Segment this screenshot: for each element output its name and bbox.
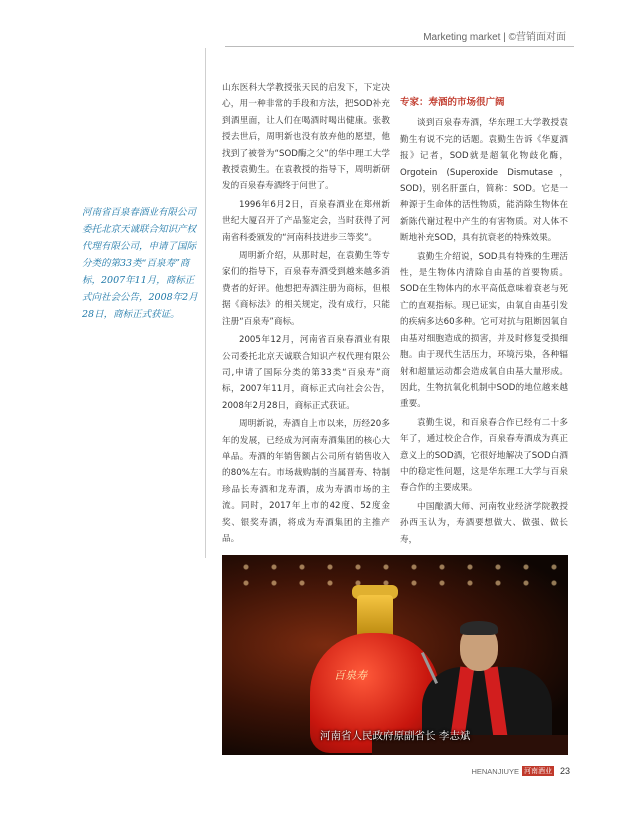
photo-caption: 河南省人民政府原副省长 李志斌 [320,730,471,742]
paragraph: 袁勤生介绍说，SOD具有特殊的生理活性，是生物体内清除自由基的首要物质。SOD在生物体内的水平高低意味着衰老与死亡的直观指标。现已证实，由氧自由基引发的疾病多达60多种。它可对抗与阻断因氧自由基对细胞造成的损害，并及时修复受损细胞。由于现代生活压力，环境污染，各种辐射和超量运动都会造成氧自由基大量形成。因此，生物抗氧化机制中SOD的地位越来越重要。 [400,251,568,410]
article-column-2 [400,95,568,550]
page-number: 23 [559,766,570,776]
footer-badge: 河南酒业 [523,768,552,775]
paragraph: 1996年6月2日，百泉春酒业在郑州新世纪大厦召开了产品鉴定会，当时获得了河南省科委颁发的“河南科技进步三等奖”。 [222,199,390,243]
header-rule [225,46,574,47]
event-photo [222,555,568,755]
paragraph: 周明新说，寿酒自上市以来，历经20多年的发展，已经成为河南寿酒集团的核心大单品。寿酒的年销售额占公司所有销售收入的80%左右。市场裁购制的当属晋寿、特制珍品长寿酒和龙寿酒，成为寿酒市场的主流。同时，2017年上市的42度、52度金奖、银奖寿酒，将成为寿酒集团的主推产品。 [222,419,390,544]
paragraph: 谈到百泉春寿酒，华东理工大学教授袁勤生有说不完的话题。袁勤生告诉《华夏酒报》记者，SOD就是超氧化物歧化酶，Orgotein (Superoxide Dismutase，SOD)，别名肝蛋白，简称：SOD。它是一种源于生命体的活性物质，能消除生物体在新陈代谢过程中产生的有害物质。对人体不断地补充SOD，具有抗衰老的特殊效果。 [400,118,568,244]
page-header [0,28,622,42]
column-divider [205,48,206,558]
paragraph: 袁勤生说，和百泉春合作已经有二十多年了，通过校企合作，百泉春寿酒成为真正意义上的SOD酒，它很好地解决了SOD白酒中的稳定性问题，这是华东理工大学与百泉春合作的主要成果。 [400,417,568,494]
page-footer [471,766,570,776]
bottle-label: 百泉寿 [334,669,367,682]
paragraph: 中国酿酒大师、河南牧业经济学院教授孙西玉认为，寿酒要想做大、做强、做长寿， [400,501,568,545]
stage-lights [232,559,558,589]
pull-quote: 河南省百泉春酒业有限公司委托北京天诚联合知识产权代理有限公司，申请了国际分类的第33类“百泉寿”商标，2007年11月，商标正式向社会公告，2008年2月28日，商标正式获证。 [82,207,198,320]
header-text: Marketing market | ©营销面对面 [423,32,566,43]
paragraph: 周明新介绍，从那时起，在袁勤生等专家们的指导下，百泉春寿酒受到越来越多消费者的好评。他想把寿酒注册为商标，但根据《商标法》的相关规定，没有成行，只能注册“百泉寿”商标。 [222,251,390,327]
section-heading: 专家：寿酒的市场很广阔 [400,97,505,108]
article-column-1 [222,80,390,549]
footer-brand: HENANJIUYE [471,766,519,776]
paragraph: 山东医科大学教授张天民的启发下，下定决心，用一种非常的手段和方法，把SOD补充到酒里面，让人们在喝酒时喝出健康。张教授去世后，周明新也没有放弃他的愿望，他找到了被誉为“SOD酶之父”的华中理工大学教授袁勤生。在袁教授的指导下，周明新研发的百泉春寿酒终于问世了。 [222,83,390,192]
paragraph: 2005年12月，河南省百泉春酒业有限公司委托北京天诚联合知识产权代理有限公司,申请了国际分类的第33类“百泉寿”商标，2007年11月，商标正式向社会公告，2008年2月28日，商标正式获证。 [222,335,390,411]
